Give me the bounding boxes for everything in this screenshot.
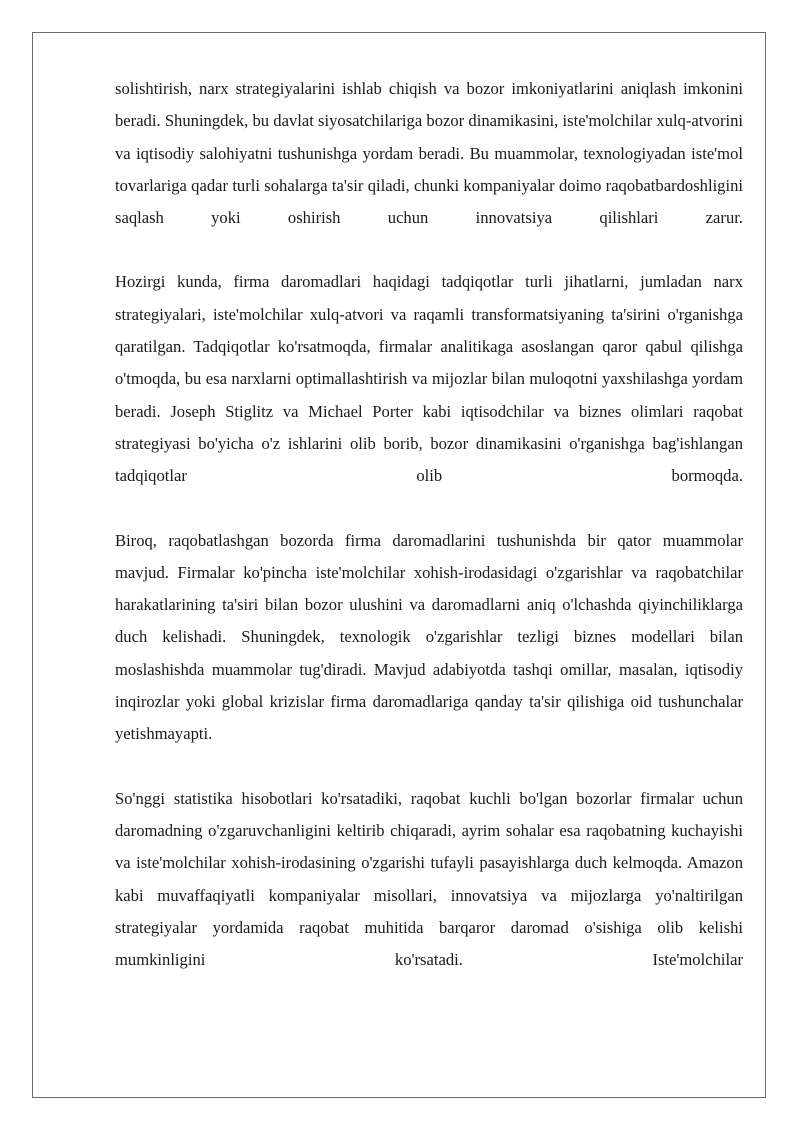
paragraph-3: Biroq, raqobatlashgan bozorda firma daromadlarini tushunishda bir qator muammolar mavjud. Firmalar ko'pincha iste'molchilar xohish-irodasidagi o'zgarishlar va raqobatchilar harakatlarining ta'siri bilan bozor ulushini va daromadlarni aniq o'lchashda qiyinchiliklarga duch kelishadi. Shuningdek, texnologik o'zgarishlar tezligi biznes modellari bilan moslashishda muammolar tug'diradi. Mavjud adabiyotda tashqi omillar, masalan, iqtisodiy inqirozlar yoki global krizislar firma daromadlariga qanday ta'sir qilishiga oid tushunchalar yetishmayapti. [115, 530, 743, 744]
document-page [32, 32, 766, 1098]
paragraph-1: solishtirish, narx strategiyalarini ishlab chiqish va bozor imkoniyatlarini aniqlash imkonini beradi. Shuningdek, bu davlat siyosatchilariga bozor dinamikasini, iste'molchilar xulq-atvorini va iqtisodiy salohiyatni tushunishga yordam beradi. Bu muammolar, texnologiyadan iste'mol tovarlariga qadar turli sohalarga ta'sir qiladi, chunki kompaniyalar doimo raqobatbardoshligini saqlash yoki oshirish uchun innovatsiya qilishlari zarur. [115, 79, 743, 228]
document-body [115, 73, 743, 976]
paragraph-2: Hozirgi kunda, firma daromadlari haqidagi tadqiqotlar turli jihatlarni, jumladan narx strategiyalari, iste'molchilar xulq-atvori va raqamli transformatsiyaning ta'sirini o'rganishga qaratilgan. Tadqiqotlar ko'rsatmoqda, firmalar analitikaga asoslangan qaror qabul qilishga o'tmoqda, bu esa narxlarni optimallashtirish va mijozlar bilan muloqotni yaxshilashga yordam beradi. Joseph Stiglitz va Michael Porter kabi iqtisodchilar va biznes olimlari raqobat strategiyasi bo'yicha o'z ishlarini olib borib, bozor dinamikasini o'rganishga bag'ishlangan tadqiqotlar olib bormoqda. [115, 272, 743, 486]
paragraph-4: So'nggi statistika hisobotlari ko'rsatadiki, raqobat kuchli bo'lgan bozorlar firmalar uchun daromadning o'zgaruvchanligini keltirib chiqaradi, ayrim sohalar esa raqobatning kuchayishi va iste'molchilar xohish-irodasining o'zgarishi tufayli pasayishlarga duch kelmoqda. Amazon kabi muvaffaqiyatli kompaniyalar misollari, innovatsiya va mijozlarga yo'naltirilgan strategiyalar yordamida raqobat muhitida barqaror daromad o'sishiga olib kelishi mumkinligini ko'rsatadi. Iste'molchilar [115, 788, 743, 970]
